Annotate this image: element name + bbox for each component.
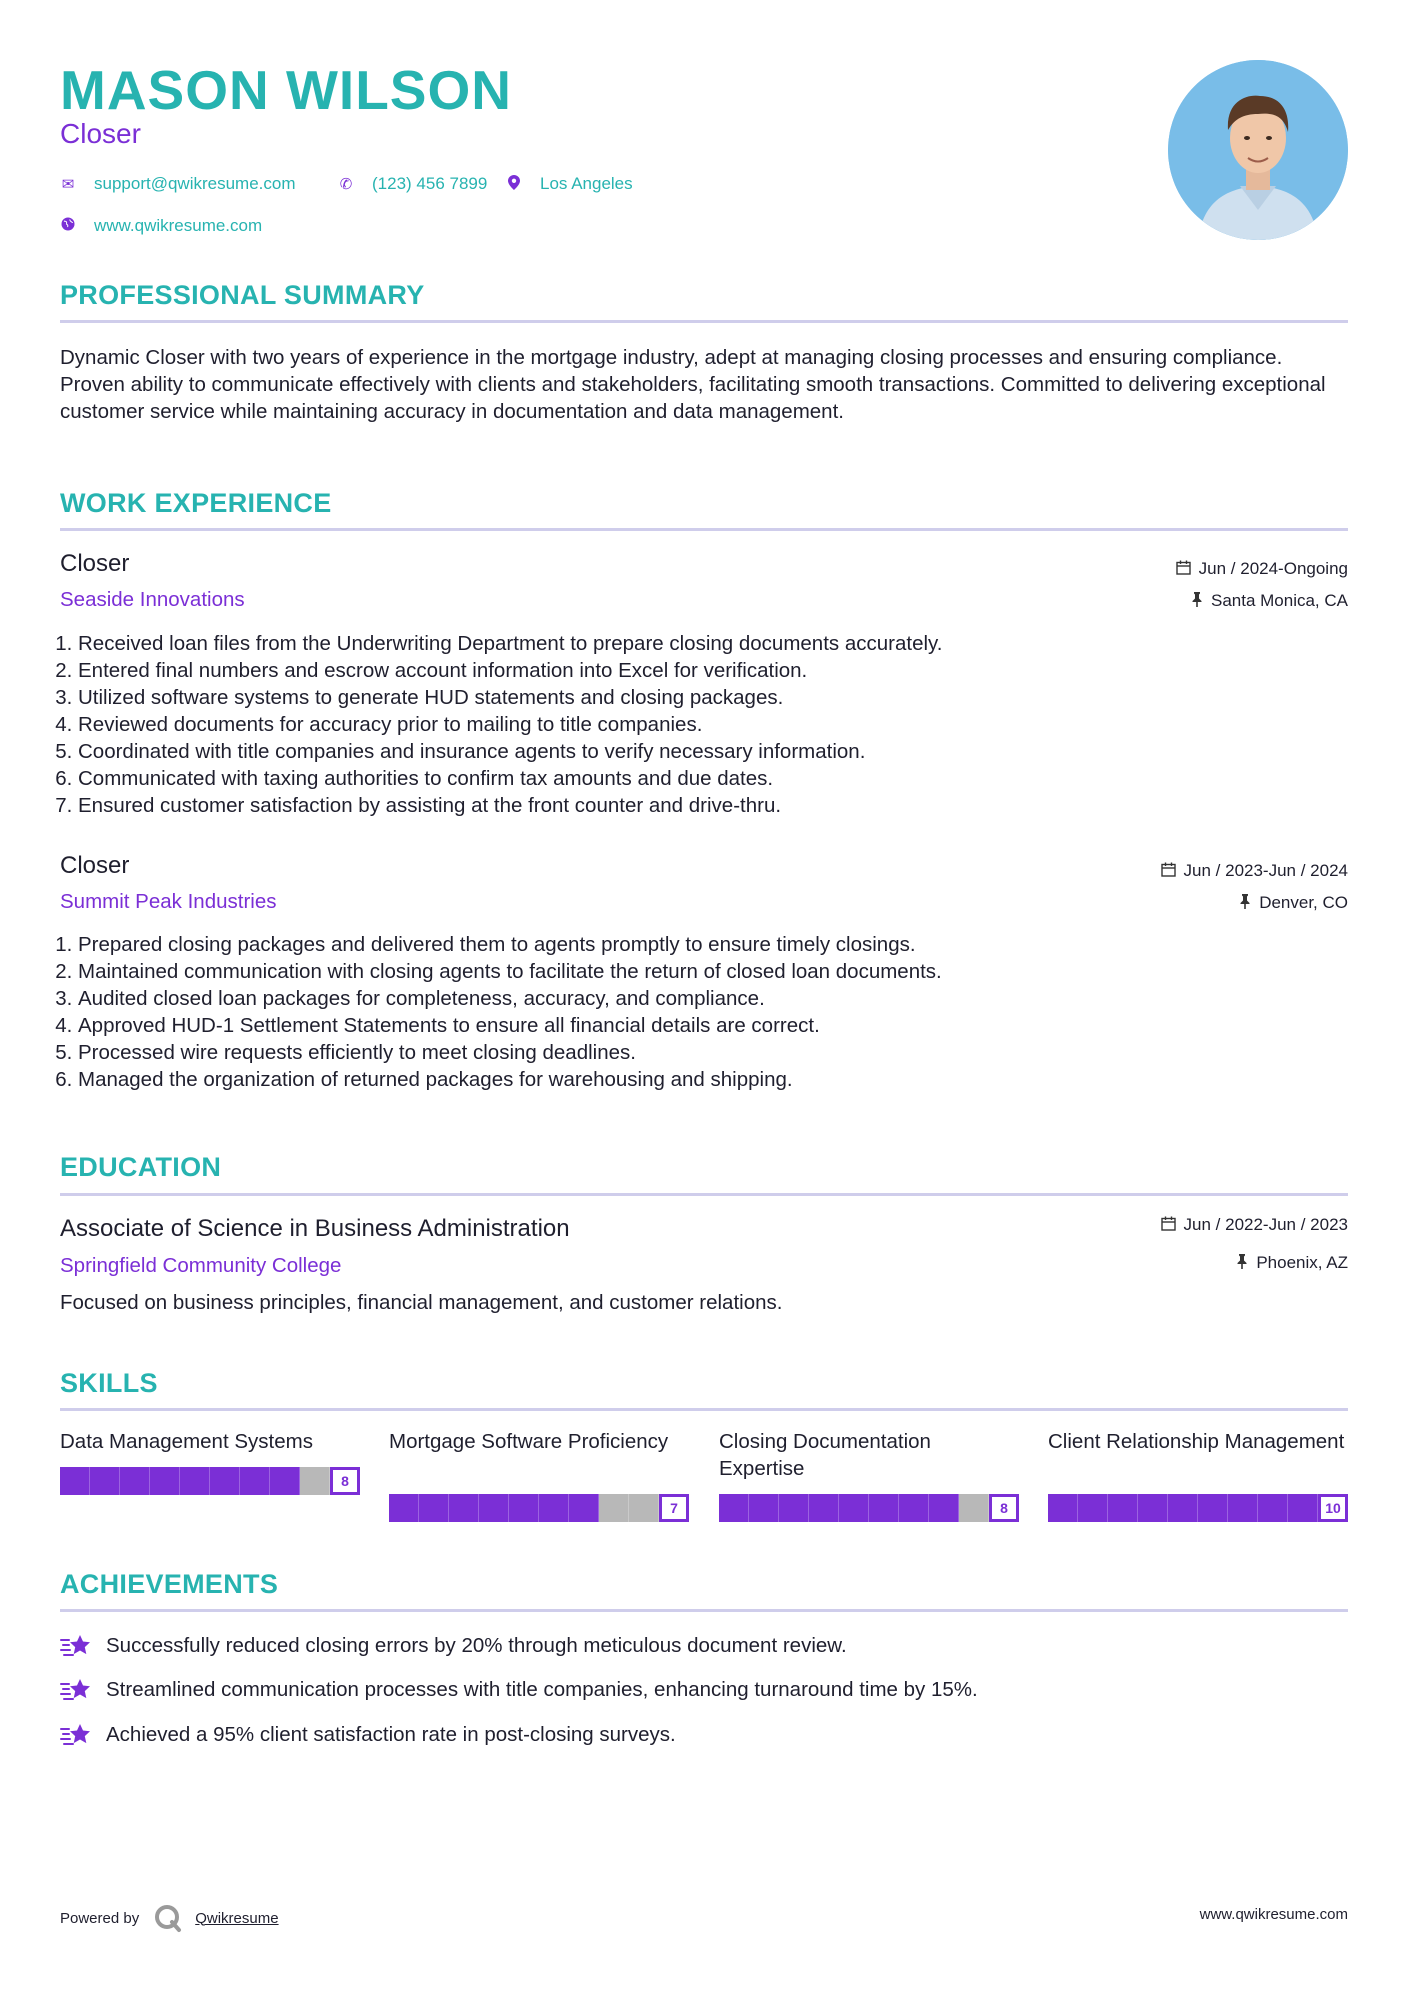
job-location: Santa Monica, CA [1191,591,1348,611]
skill-bar-filled-segment [809,1494,839,1522]
skill-bar-filled-segment [1078,1494,1108,1522]
section-divider [60,1193,1348,1196]
list-item: 3. Audited closed loan packages for completeness, accuracy, and compliance. [78,985,1328,1012]
skill-bar-filled-segment [120,1467,150,1495]
skill-item [719,1428,1019,1516]
profile-photo [1168,60,1348,240]
skill-bar-filled-segment [569,1494,599,1522]
achievement-item [60,1632,847,1660]
job-dates: Jun / 2023-Jun / 2024 [1161,861,1348,881]
brand-link[interactable]: Qwikresume [195,1909,279,1927]
skill-bar [389,1494,689,1522]
skill-bar-filled-segment [1258,1494,1288,1522]
section-divider [60,528,1348,531]
list-item: 2. Maintained communication with closing agents to facilitate the return of closed loan documents. [78,958,1328,985]
education-description: Focused on business principles, financial management, and customer relations. [60,1291,783,1314]
skill-bar-filled-segment [1138,1494,1168,1522]
powered-by-label: Powered by [60,1909,140,1927]
school-name: Springfield Community College [60,1254,342,1277]
calendar-icon [1161,1216,1176,1234]
skill-bar [719,1494,1019,1522]
powered-by [60,1903,279,1933]
email-text[interactable]: support@qwikresume.com [94,174,296,193]
list-item: 1. Prepared closing packages and delivered them to agents promptly to ensure timely closings. [78,931,1328,958]
skill-bar-filled-segment [509,1494,539,1522]
section-divider [60,1408,1348,1411]
skill-bar-filled-segment [1288,1494,1318,1522]
skill-name: Client Relationship Management [1048,1430,1345,1453]
shooting-star-icon [60,1721,92,1749]
phone-contact [338,174,487,194]
skill-bar [60,1467,360,1495]
skill-bar-filled-segment [1048,1494,1078,1522]
skill-bar-filled-segment [1168,1494,1198,1522]
list-item: 2. Entered final numbers and escrow account information into Excel for verification. [78,657,1328,684]
company-name: Summit Peak Industries [60,890,277,913]
list-item: 4. Approved HUD-1 Settlement Statements to ensure all financial details are correct. [78,1012,1328,1039]
skill-item [1048,1428,1348,1516]
skill-bar-empty-segment [599,1494,629,1522]
skill-name: Mortgage Software Proficiency [389,1430,669,1453]
skill-bar-filled-segment [839,1494,869,1522]
achievement-text: Achieved a 95% client satisfaction rate in post-closing surveys. [106,1723,676,1746]
job-duties-list [60,630,1328,819]
skill-bar-filled-segment [240,1467,270,1495]
skill-bar-filled-segment [180,1467,210,1495]
map-pin-icon [506,175,522,194]
calendar-icon [1161,862,1176,880]
skill-bar-filled-segment [1198,1494,1228,1522]
skill-level: 7 [659,1494,689,1522]
calendar-icon [1176,560,1191,578]
skill-bar-filled-segment [479,1494,509,1522]
experience-heading: WORK EXPERIENCE [60,488,332,518]
company-name: Seaside Innovations [60,588,245,611]
skill-bar-filled-segment [60,1467,90,1495]
skill-bar-filled-segment [419,1494,449,1522]
skill-bar-empty-segment [300,1467,330,1495]
job-duties-list [60,931,1328,1093]
list-item: 7. Ensured customer satisfaction by assisting at the front counter and drive-thru. [78,792,1328,819]
skill-bar-filled-segment [210,1467,240,1495]
skill-bar-filled-segment [719,1494,749,1522]
qwikresume-logo-icon [153,1903,183,1933]
list-item: 1. Received loan files from the Underwriting Department to prepare closing documents accurately. [78,630,1328,657]
job-title: Closer [60,550,130,577]
job-location: Denver, CO [1239,893,1348,913]
education-location: Phoenix, AZ [1236,1253,1348,1273]
skill-bar-filled-segment [270,1467,300,1495]
skill-level: 10 [1318,1494,1348,1522]
education-heading: EDUCATION [60,1152,222,1182]
list-item: 6. Communicated with taxing authorities to confirm tax amounts and due dates. [78,765,1328,792]
achievements-heading: ACHIEVEMENTS [60,1569,279,1599]
skills-heading: SKILLS [60,1368,158,1398]
skill-bar-filled-segment [1108,1494,1138,1522]
education-dates: Jun / 2022-Jun / 2023 [1161,1215,1348,1235]
skill-bar-filled-segment [749,1494,779,1522]
globe-icon [60,217,76,235]
skill-bar-filled-segment [779,1494,809,1522]
shooting-star-icon [60,1676,92,1704]
achievement-text: Successfully reduced closing errors by 20% through meticulous document review. [106,1634,847,1657]
phone-icon: ✆ [339,176,353,193]
skill-name: Closing Documentation Expertise [719,1430,931,1480]
summary-heading: PROFESSIONAL SUMMARY [60,280,425,310]
achievement-text: Streamlined communication processes with title companies, enhancing turnaround time by 15%. [106,1678,978,1701]
list-item: 6. Managed the organization of returned packages for warehousing and shipping. [78,1066,1328,1093]
pushpin-icon [1239,894,1251,912]
skill-bar-filled-segment [539,1494,569,1522]
skill-level: 8 [330,1467,360,1495]
skill-bar-filled-segment [929,1494,959,1522]
job-title: Closer [60,852,130,879]
location-text: Los Angeles [540,174,633,193]
skill-bar-filled-segment [1228,1494,1258,1522]
skill-bar [1048,1494,1348,1522]
pushpin-icon [1236,1254,1248,1272]
website-text[interactable]: www.qwikresume.com [94,216,263,235]
section-divider [60,320,1348,323]
job-dates: Jun / 2024-Ongoing [1176,559,1348,579]
degree-title: Associate of Science in Business Administration [60,1215,570,1242]
summary-text: Dynamic Closer with two years of experience in the mortgage industry, adept at managing closing processes and ensuring compliance. Proven ability to communicate effectively with clients and stakeholders, facilitating smooth transactions. Committed to delivering exceptional customer service while maintaining accuracy in documentation and data management. [60,346,1326,423]
skill-bar-filled-segment [869,1494,899,1522]
section-divider [60,1609,1348,1612]
skill-item [60,1428,360,1489]
skill-bar-filled-segment [90,1467,120,1495]
achievement-item [60,1676,978,1704]
list-item: 5. Processed wire requests efficiently to meet closing deadlines. [78,1039,1328,1066]
envelope-icon: ✉ [61,176,75,193]
list-item: 4. Reviewed documents for accuracy prior to mailing to title companies. [78,711,1328,738]
email-contact[interactable] [60,174,296,194]
skill-bar-empty-segment [959,1494,989,1522]
list-item: 5. Coordinated with title companies and insurance agents to verify necessary information. [78,738,1328,765]
skill-bar-filled-segment [150,1467,180,1495]
phone-text: (123) 456 7899 [372,174,488,193]
skill-bar-filled-segment [899,1494,929,1522]
location-contact [506,174,633,194]
candidate-name: MASON WILSON [60,59,512,121]
job-title-headline: Closer [60,118,141,149]
skill-name: Data Management Systems [60,1430,313,1453]
list-item: 3. Utilized software systems to generate HUD statements and closing packages. [78,684,1328,711]
shooting-star-icon [60,1632,92,1660]
skill-level: 8 [989,1494,1019,1522]
skill-bar-filled-segment [449,1494,479,1522]
website-contact[interactable] [60,216,262,236]
pushpin-icon [1191,592,1203,610]
footer-url[interactable]: www.qwikresume.com [1199,1906,1348,1923]
skill-bar-empty-segment [629,1494,659,1522]
skill-bar-filled-segment [389,1494,419,1522]
skill-item [389,1428,689,1516]
achievement-item [60,1721,676,1749]
